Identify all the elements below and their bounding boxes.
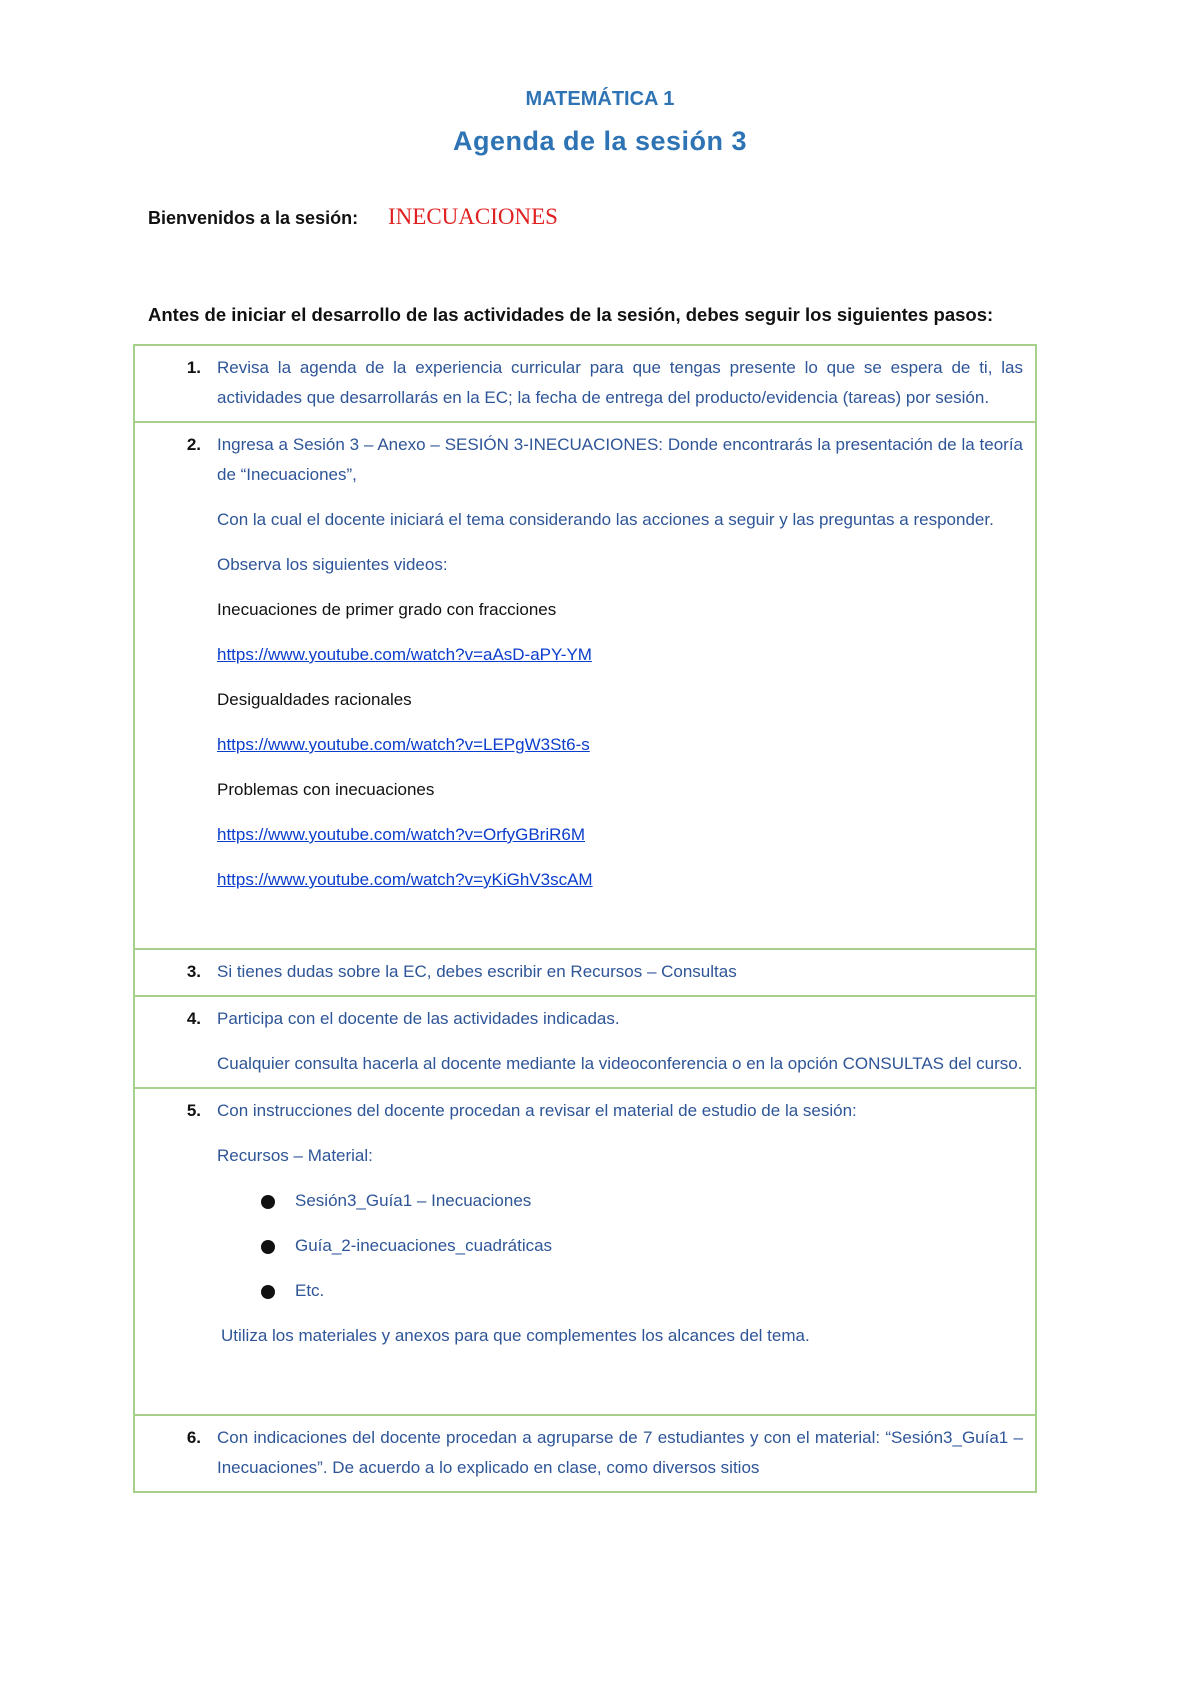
bullet-icon bbox=[261, 1195, 275, 1209]
step-text-secondary: Con la cual el docente iniciará el tema considerando las acciones a seguir y las preguntas a responder. bbox=[217, 510, 994, 529]
step-text: Revisa la agenda de la experiencia curricular para que tengas presente lo que se espera de ti, las actividades que desarrollarás en la EC; la fecha de entrega del producto/evidencia (tareas) por sesión. bbox=[217, 358, 1023, 407]
step-row-6 bbox=[134, 1415, 1036, 1492]
video-link[interactable]: https://www.youtube.com/watch?v=LEPgW3St6-s bbox=[217, 735, 590, 754]
intro-text: Antes de iniciar el desarrollo de las actividades de la sesión, debes seguir los siguientes pasos: bbox=[148, 304, 994, 325]
session-topic: INECUACIONES bbox=[388, 204, 558, 229]
bullet-icon bbox=[261, 1240, 275, 1254]
material-name: Etc. bbox=[295, 1281, 325, 1300]
video-link[interactable]: https://www.youtube.com/watch?v=OrfyGBriR6M bbox=[217, 825, 585, 844]
list-item bbox=[217, 1231, 1023, 1261]
agenda-title: Agenda de la sesión 3 bbox=[452, 126, 748, 156]
steps-table bbox=[133, 344, 1037, 1493]
step-row-2 bbox=[134, 422, 1036, 949]
list-item bbox=[217, 1276, 1023, 1306]
video-title: Desigualdades racionales bbox=[217, 690, 412, 709]
step-text: Con instrucciones del docente procedan a revisar el material de estudio de la sesión: bbox=[217, 1101, 857, 1120]
step-row-5 bbox=[134, 1088, 1036, 1415]
material-name: Sesión3_Guía1 – Inecuaciones bbox=[295, 1191, 532, 1210]
step-number: 3. bbox=[186, 962, 201, 981]
video-title: Problemas con inecuaciones bbox=[217, 780, 435, 799]
step-text-secondary: Cualquier consulta hacerla al docente mediante la videoconferencia o en la opción CONSULTAS del curso. bbox=[217, 1054, 1023, 1073]
bullet-icon bbox=[261, 1285, 275, 1299]
material-name: Guía_2-inecuaciones_cuadráticas bbox=[295, 1236, 553, 1255]
step-text: Participa con el docente de las actividades indicadas. bbox=[217, 1009, 620, 1028]
closing-text: Utiliza los materiales y anexos para que complementes los alcances del tema. bbox=[221, 1326, 810, 1345]
step-number: 4. bbox=[186, 1009, 201, 1028]
step-row-3 bbox=[134, 949, 1036, 996]
step-text: Con indicaciones del docente procedan a agruparse de 7 estudiantes y con el material: “Sesión3_Guía1 – Inecuaciones”. De acuerdo a lo explicado en clase, como diversos sitios bbox=[217, 1428, 1023, 1477]
video-link[interactable]: https://www.youtube.com/watch?v=aAsD-aPY-YM bbox=[217, 645, 592, 664]
step-number: 1. bbox=[186, 358, 201, 377]
video-title: Inecuaciones de primer grado con fracciones bbox=[217, 600, 557, 619]
welcome-label: Bienvenidos a la sesión: bbox=[148, 208, 359, 228]
resources-label: Recursos – Material: bbox=[217, 1146, 373, 1165]
step-text: Ingresa a Sesión 3 – Anexo – SESIÓN 3-INECUACIONES: Donde encontrarás la presentación de la teoría de “Inecuaciones”, bbox=[217, 435, 1023, 484]
step-text: Si tienes dudas sobre la EC, debes escribir en Recursos – Consultas bbox=[217, 962, 737, 981]
step-number: 2. bbox=[186, 435, 201, 454]
step-row-4 bbox=[134, 996, 1036, 1088]
list-item bbox=[217, 1186, 1023, 1216]
videos-intro: Observa los siguientes videos: bbox=[217, 555, 448, 574]
materials-list bbox=[217, 1186, 1023, 1306]
step-row-1 bbox=[134, 345, 1036, 422]
video-link[interactable]: https://www.youtube.com/watch?v=yKiGhV3scAM bbox=[217, 870, 593, 889]
step-number: 5. bbox=[186, 1101, 201, 1120]
step-number: 6. bbox=[186, 1428, 201, 1447]
course-title: MATEMÁTICA 1 bbox=[525, 88, 675, 110]
